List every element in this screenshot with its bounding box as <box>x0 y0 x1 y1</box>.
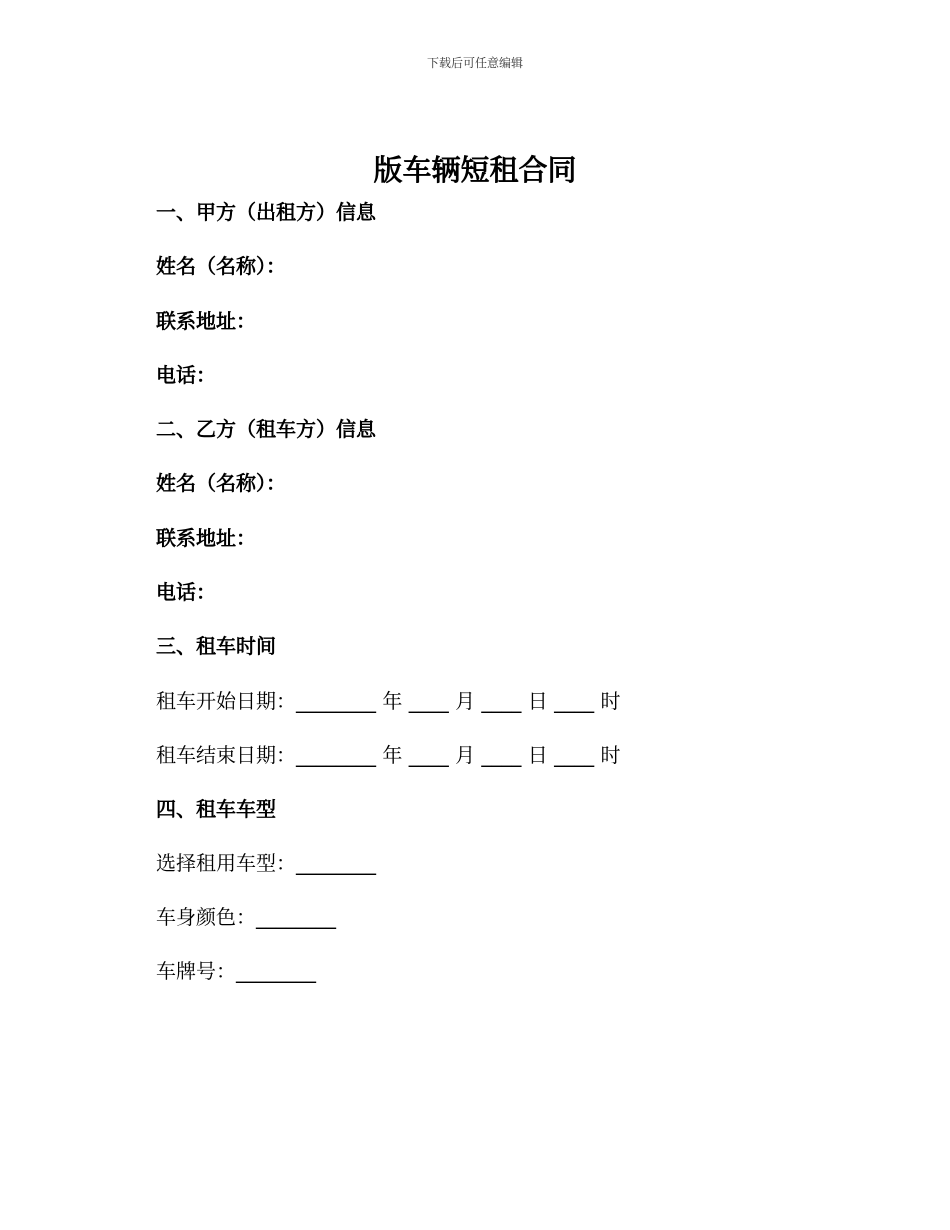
page-header-note: 下载后可任意编辑 <box>426 56 523 70</box>
lessor-phone-label: 电话： <box>156 363 216 387</box>
rental-start-line: 租车开始日期：________ 年 ____ 月 ____ 日 ____ 时 <box>156 689 621 713</box>
section-heading-rental-time: 三、租车时间 <box>156 634 276 658</box>
section-heading-lessee: 二、乙方（租车方）信息 <box>156 417 376 441</box>
rental-end-line: 租车结束日期：________ 年 ____ 月 ____ 日 ____ 时 <box>156 743 621 767</box>
lessor-name-label: 姓名（名称）： <box>156 254 286 278</box>
section-heading-lessor: 一、甲方（出租方）信息 <box>156 200 376 224</box>
vehicle-plate-line: 车牌号：________ <box>156 959 316 983</box>
lessee-address-label: 联系地址： <box>156 526 256 550</box>
lessor-address-label: 联系地址： <box>156 309 256 333</box>
vehicle-model-line: 选择租用车型：________ <box>156 851 376 875</box>
lessee-phone-label: 电话： <box>156 580 216 604</box>
vehicle-color-line: 车身颜色：________ <box>156 905 336 929</box>
section-heading-vehicle: 四、租车车型 <box>156 797 276 821</box>
lessee-name-label: 姓名（名称）： <box>156 471 286 495</box>
document-title: 版车辆短租合同 <box>373 153 577 187</box>
